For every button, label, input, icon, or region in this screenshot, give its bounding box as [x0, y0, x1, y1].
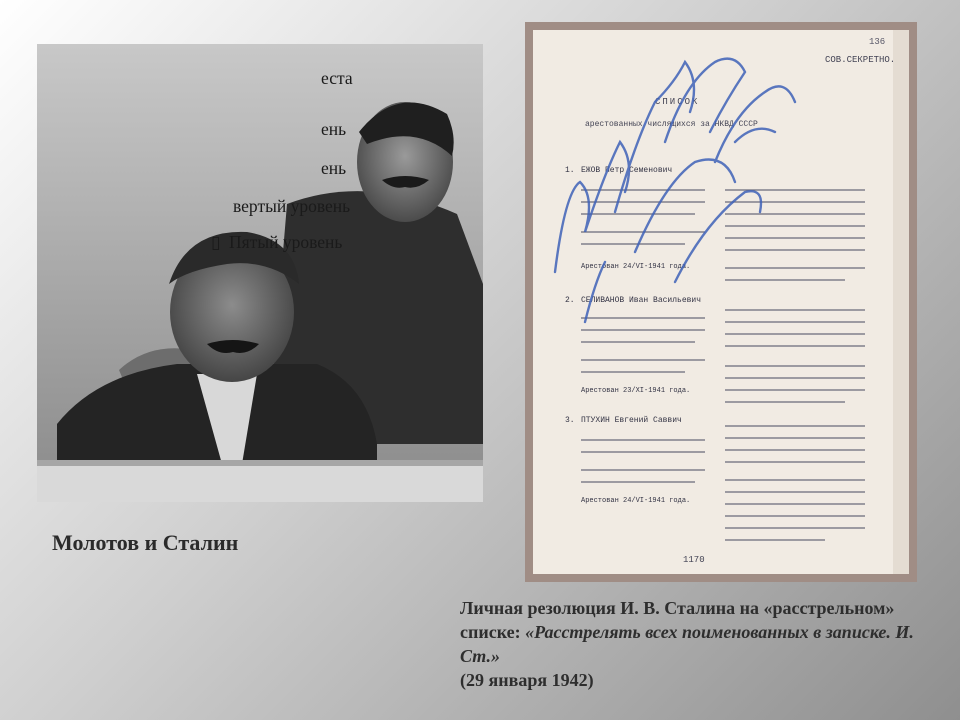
doc-footer-number: 1170 — [683, 555, 705, 565]
doc-entry-number: 3. — [565, 416, 575, 425]
doc-title: СПИСОК — [655, 97, 700, 107]
caption-quote: «Расстрелять всех поименованных в записке. И. Ст.» — [460, 622, 914, 667]
outline-level-1: еста — [321, 68, 353, 88]
bullet-icon: ▯ — [211, 232, 221, 252]
doc-subtitle: арестованных числящихся за НКВД СССР — [585, 120, 758, 129]
outline-level-2: ень — [321, 119, 347, 139]
left-photo-caption: Молотов и Сталин — [52, 530, 239, 555]
doc-entry-number: 1. — [565, 166, 575, 175]
document-illustration — [525, 22, 917, 582]
doc-entry-name: СЕЛИВАНОВ Иван Васильевич — [581, 296, 702, 305]
molotov-stalin-photo — [37, 44, 483, 502]
doc-header-secret: СОВ.СЕКРЕТНО. — [825, 55, 896, 65]
doc-entry-date: Арестован 23/XI-1941 года. — [581, 387, 691, 395]
doc-entry-date: Арестован 24/VI-1941 года. — [581, 263, 691, 271]
caption-date: (29 января 1942) — [460, 670, 594, 691]
right-document-caption — [460, 596, 940, 692]
doc-entry-name: ЕЖОВ Петр Семенович — [581, 166, 673, 175]
doc-page-number: 136 — [869, 37, 886, 47]
outline-level-5: ▯ Пятый уровень — [211, 232, 343, 252]
execution-list-document — [525, 22, 917, 582]
caption-lead: Личная резолюция И. В. Сталина на «расстрельном» списке: — [460, 598, 895, 643]
doc-entry-date: Арестован 24/VI-1941 года. — [581, 497, 691, 505]
doc-entry-name: ПТУХИН Евгений Саввич — [581, 416, 682, 425]
doc-entry-number: 2. — [565, 296, 575, 305]
outline-level-4: вертый уровень — [233, 196, 351, 216]
photo-illustration — [37, 44, 483, 502]
outline-level-3: ень — [321, 158, 347, 178]
